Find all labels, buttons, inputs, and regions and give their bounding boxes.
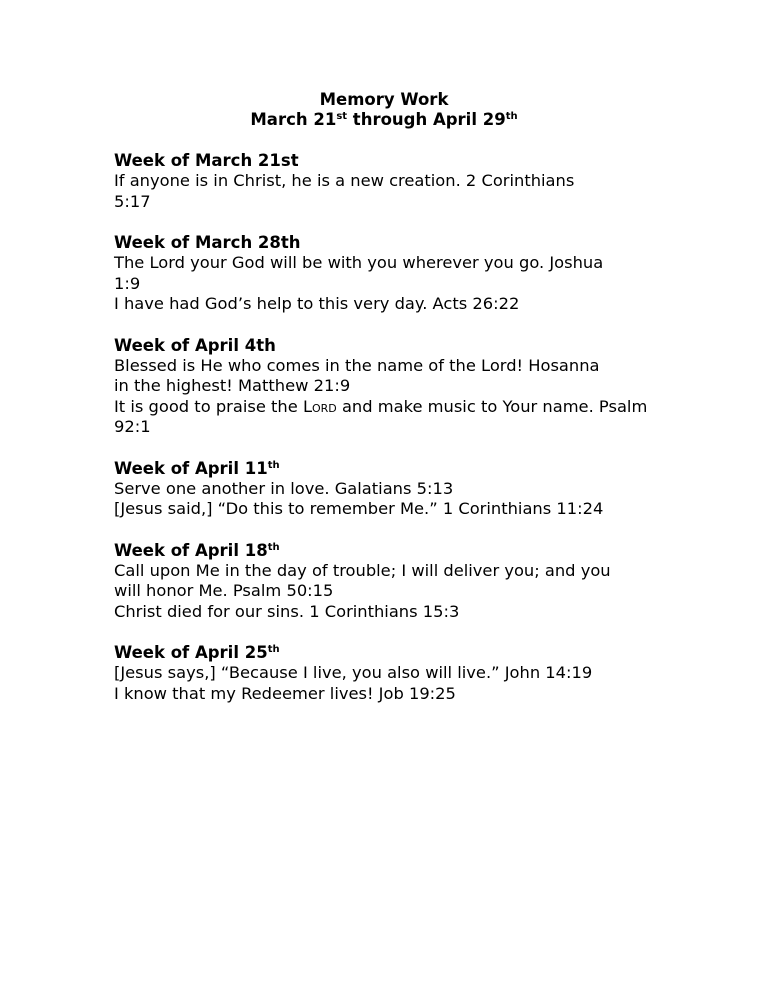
week-heading — [114, 335, 714, 356]
week-section — [114, 150, 714, 212]
document-title: Memory Work — [319, 90, 449, 109]
verse-fragment: and make music to Your name. Psalm — [336, 396, 648, 416]
week-heading — [114, 150, 714, 171]
week-heading-suffix: th — [267, 459, 280, 471]
subtitle-mid: through April 29 — [347, 110, 506, 129]
verse-line: I know that my Redeemer lives! Job 19:25 — [114, 683, 456, 703]
week-heading-text: Week of April 4th — [114, 335, 276, 355]
week-heading-text: Week of April 18 — [114, 540, 268, 560]
week-heading-text: Week of April 11 — [114, 458, 268, 478]
verse-line: in the highest! Matthew 21:9 — [114, 376, 351, 395]
week-heading-text: Week of April 25 — [114, 643, 268, 662]
subtitle-end-suffix: th — [505, 111, 518, 122]
verse-line: If anyone is in Christ, he is a new creation. 2 Corinthians — [114, 171, 575, 190]
lord-smallcaps: Lord — [302, 396, 337, 416]
week-section — [114, 232, 714, 315]
week-section — [114, 642, 714, 704]
verse-line: [Jesus says,] “Because I live, you also will live.” John 14:19 — [114, 663, 593, 682]
verse-line: Christ died for our sins. 1 Corinthians 15:3 — [114, 601, 460, 621]
verse-line: The Lord your God will be with you wherever you go. Joshua — [114, 253, 604, 272]
verse-line: [Jesus said,] “Do this to remember Me.” 1 Corinthians 11:24 — [114, 499, 604, 518]
document-header — [0, 90, 768, 130]
subtitle-start-suffix: st — [336, 111, 348, 122]
week-heading-text: Week of March 28th — [114, 233, 301, 252]
verse-line: 1:9 — [114, 273, 141, 293]
week-heading — [114, 642, 714, 663]
verse-line: will honor Me. Psalm 50:15 — [114, 581, 334, 600]
verse-line: Serve one another in love. Galatians 5:13 — [114, 478, 454, 498]
verse-line: I have had God’s help to this very day. Acts 26:22 — [114, 294, 520, 313]
week-section — [114, 335, 714, 438]
weeks-list — [114, 150, 714, 724]
verse-line: Blessed is He who comes in the name of the Lord! Hosanna — [114, 355, 600, 375]
week-heading-suffix: th — [267, 541, 280, 553]
subtitle-start: March 21 — [250, 110, 337, 129]
verse-line: 92:1 — [114, 417, 151, 436]
verse-fragment: It is good to praise the — [114, 396, 303, 416]
week-heading — [114, 458, 714, 479]
week-section — [114, 458, 714, 520]
week-heading-suffix: th — [267, 644, 280, 655]
week-heading-text: Week of March 21st — [114, 151, 299, 170]
document-subtitle — [0, 110, 768, 130]
verse-line: Call upon Me in the day of trouble; I will deliver you; and you — [114, 560, 611, 580]
week-heading — [114, 540, 714, 561]
week-section — [114, 540, 714, 623]
week-heading — [114, 232, 714, 253]
verse-line: 5:17 — [114, 191, 151, 211]
verse-line — [114, 397, 714, 418]
